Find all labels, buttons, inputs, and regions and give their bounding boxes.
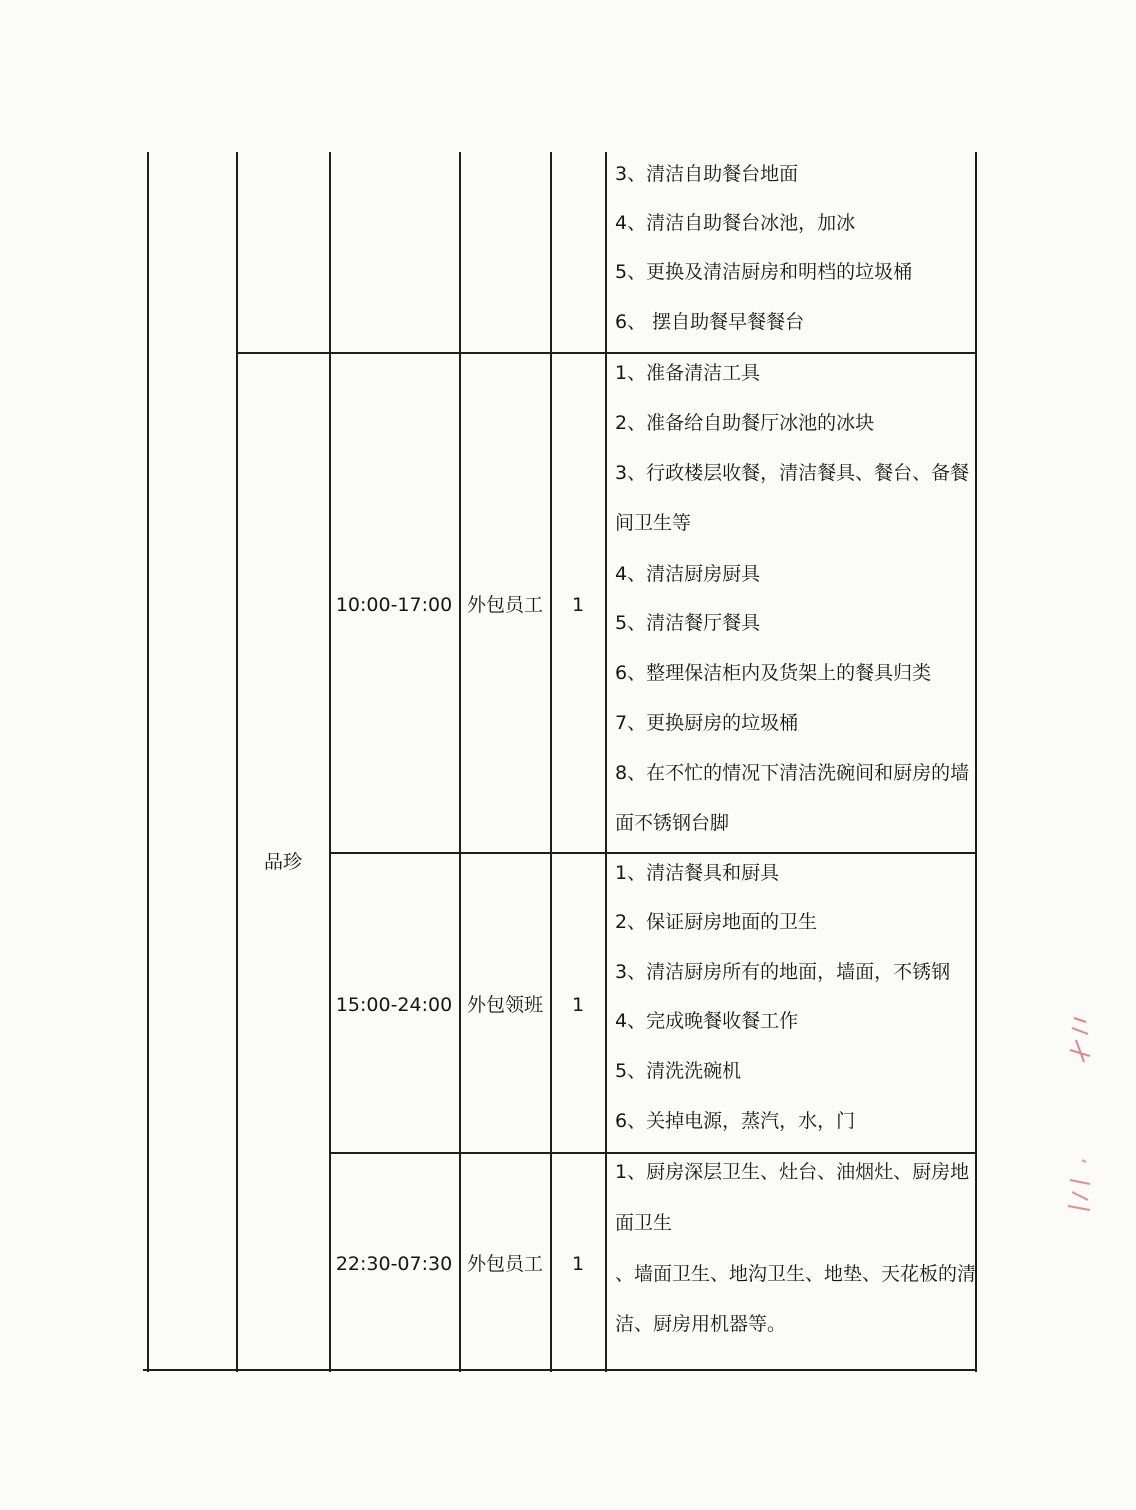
- seal-stamp-fragment: [1060, 1010, 1100, 1220]
- task-text: 6、整理保洁柜内及货架上的餐具归类: [615, 662, 932, 684]
- task-text: 1、准备清洁工具: [615, 362, 761, 384]
- task-text: 1、厨房深层卫生、灶台、油烟灶、厨房地: [615, 1161, 970, 1183]
- table-divider-col4: [550, 152, 552, 1372]
- table-border-left: [147, 152, 149, 1372]
- task-text: 2、准备给自助餐厅冰池的冰块: [615, 412, 875, 434]
- task-text: 面卫生: [615, 1212, 673, 1234]
- shift-time: 10:00-17:00: [335, 594, 453, 616]
- table-border-bottom: [143, 1369, 977, 1371]
- task-text: 7、更换厨房的垃圾桶: [615, 712, 799, 734]
- table-border-right: [975, 152, 977, 1372]
- table-divider-col3: [459, 152, 461, 1372]
- task-text: 面不锈钢台脚: [615, 812, 730, 834]
- shift-count: 1: [571, 594, 585, 616]
- shift-role: 外包领班: [466, 994, 544, 1016]
- task-text: 6、关掉电源，蒸汽，水，门: [615, 1110, 856, 1132]
- task-text: 4、清洁自助餐台冰池，加冰: [615, 212, 856, 234]
- row-divider-3: [329, 1152, 977, 1154]
- shift-role: 外包员工: [466, 594, 544, 616]
- task-text: 1、清洁餐具和厨具: [615, 862, 780, 884]
- table-divider-col1: [236, 152, 238, 1372]
- row-divider-1: [236, 352, 977, 354]
- task-text: 2、保证厨房地面的卫生: [615, 911, 818, 933]
- task-text: 5、清洁餐厅餐具: [615, 612, 761, 634]
- table-divider-col5: [605, 152, 607, 1372]
- task-text: 5、更换及清洁厨房和明档的垃圾桶: [615, 261, 913, 283]
- table-divider-col2: [329, 152, 331, 1372]
- task-text: 5、清洗洗碗机: [615, 1060, 742, 1082]
- task-text: 洁、厨房用机器等。: [615, 1313, 787, 1335]
- task-text: 6、 摆自助餐早餐餐台: [615, 311, 805, 333]
- shift-time: 15:00-24:00: [335, 994, 453, 1016]
- department-label: 品珍: [263, 851, 303, 873]
- shift-count: 1: [571, 994, 585, 1016]
- task-text: 、墙面卫生、地沟卫生、地垫、天花板的清: [615, 1263, 977, 1285]
- task-text: 间卫生等: [615, 512, 692, 534]
- shift-count: 1: [571, 1253, 585, 1275]
- task-text: 8、在不忙的情况下清洁洗碗间和厨房的墙: [615, 762, 970, 784]
- shift-role: 外包员工: [466, 1253, 544, 1275]
- row-divider-2: [329, 852, 977, 854]
- task-text: 3、清洁厨房所有的地面，墙面，不锈钢: [615, 961, 951, 983]
- task-text: 4、完成晚餐收餐工作: [615, 1010, 799, 1032]
- task-text: 3、清洁自助餐台地面: [615, 163, 799, 185]
- shift-time: 22:30-07:30: [335, 1253, 453, 1275]
- task-text: 3、行政楼层收餐，清洁餐具、餐台、备餐: [615, 462, 970, 484]
- task-text: 4、清洁厨房厨具: [615, 563, 761, 585]
